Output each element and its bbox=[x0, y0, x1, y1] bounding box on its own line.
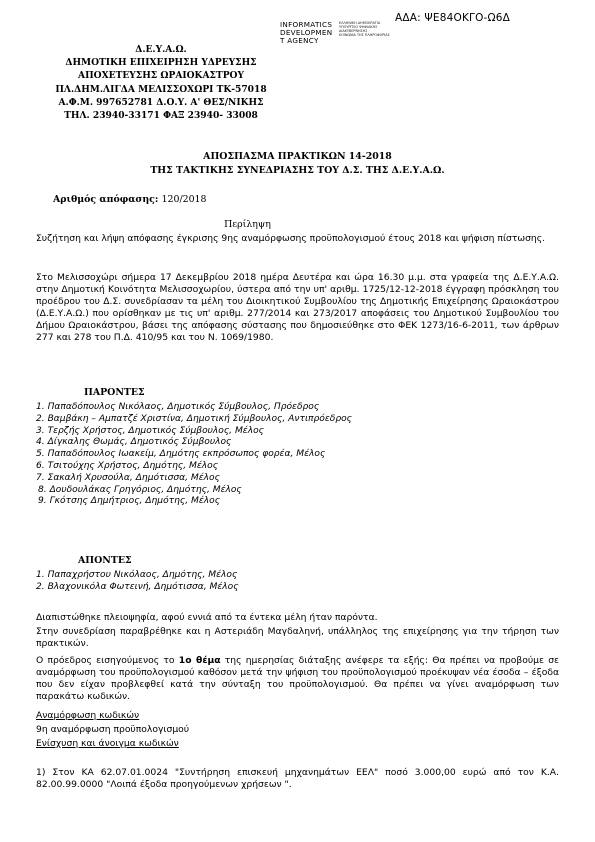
list-item: 2. Βαμβάκη – Αμπατζέ Χριστίνα, Δημοτική Σύμβουλος, Αντιπρόεδρος bbox=[36, 413, 352, 424]
topic-body: της ημερησίας διάταξης ανέφερε τα εξής: Θα πρέπει να προβούμε σε αναμόρφωση του προϋπολογισμού καθόσον μετά την ψήφιση του προϋπολογισμού προέκυψαν νέα έσοδα – έξοδα που δεν είχαν προβλεφθεί κατά την σύνταξη του προϋπολογισμού. Θα πρέπει να γίνει αναμόρφωση των παρακάτω κωδικών. bbox=[36, 655, 559, 702]
decision-value: 120/2018 bbox=[161, 194, 207, 205]
list-item: 2. Βλαχονικόλα Φωτεινή, Δημότισσα, Μέλος bbox=[36, 581, 239, 592]
org-line: ΑΠΟΧΕΤΕΥΣΗΣ ΩΡΑΙΟΚΑΣΤΡΟΥ bbox=[78, 70, 244, 82]
list-item: 4. Δίγκαλης Θωμάς, Δημοτικός Σύμβουλος bbox=[36, 437, 232, 448]
org-line: Α.Φ.Μ. 997652781 Δ.Ο.Υ. Α' ΘΕΣ/ΝΙΚΗΣ bbox=[58, 96, 264, 108]
absent-heading: ΑΠΟΝΤΕΣ bbox=[78, 555, 132, 566]
intro-paragraph: Στο Μελισσοχώρι σήμερα 17 Δεκεμβρίου 2018 ημέρα Δευτέρα και ώρα 16.30 μ.μ. στα γραφεία της Δ.Ε.Υ.Α.Ω. στην Δημοτική Κοινότητα Μελισσοχωρίου, ύστερα από την υπ' αριθμ. 1725/12-12-2018 έγγραφη πρόσκληση του προέδρου του Δ.Σ. συνεδρίασαν τα μέλη του Διοικητικού Συμβουλίου της Δημοτικής Επιχείρησης Ωραιοκάστρου (Δ.Ε.Υ.Α.Ω.) που ορίσθηκαν με τις υπ' αριθμ. 277/2014 και 273/2017 αποφάσεις του Δημοτικού Συμβουλίου του Δήμου Ωραιοκάστρου, βάσει της απόφασης σύστασης που δημοσιεύθηκε στο ΦΕΚ 1273/16-6-2011, των άρθρων 277 και 278 του Π.Δ. 410/95 και του Ν. 1069/1980. bbox=[36, 272, 559, 343]
summary-text: Συζήτηση και λήψη απόφασης έγκρισης 9ης αναμόρφωσης προϋπολογισμού έτους 2018 και ψήφιση πίστωσης. bbox=[36, 233, 546, 244]
logo-line: T AGENCY bbox=[280, 36, 319, 45]
list-item: 7. Σακαλή Χρυσούλα, Δημότισσα, Μέλος bbox=[36, 472, 220, 483]
logo-small-line: ΥΠΟΥΡΓΕΙΟ ΨΗΦΙΑΚΗΣ bbox=[339, 25, 378, 30]
subheading-reform-codes: Αναμόρφωση κωδικών bbox=[36, 710, 140, 721]
organization-header bbox=[36, 43, 286, 122]
list-item: 1. Παπαχρήστου Νικόλαος, Δημότης, Μέλος bbox=[36, 570, 238, 580]
subheading-reinforcement: Ενίσχυση και άνοιγμα κωδικών bbox=[36, 738, 179, 749]
list-item: 3. Τερζής Χρήστος, Δημοτικός Σύμβουλος, Μέλος bbox=[36, 425, 265, 436]
logo-line: INFORMATICS bbox=[280, 20, 333, 29]
title-line-1: ΑΠΟΣΠΑΣΜΑ ΠΡΑΚΤΙΚΩΝ 14-2018 bbox=[203, 151, 392, 162]
decision-label: Αριθμός απόφασης: bbox=[53, 194, 159, 205]
logo-line: DEVELOPMEN bbox=[280, 28, 333, 37]
item-1-text: 1) Στον ΚΑ 62.07.01.0024 "Συντήρηση επισκευή μηχανημάτων ΕΕΛ" ποσό 3.000,00 ευρώ από τον Κ.Α. 82.00.99.0000 "Λοιπά έξοδα προηγούμενων χρήσεων ". bbox=[36, 767, 559, 790]
logo-small-line: ΚΟΙΝΩΝΙΑ ΤΗΣ ΠΛΗΡΟΦΟΡΙΑΣ bbox=[339, 33, 390, 38]
summary-heading: Περίληψη bbox=[224, 219, 271, 230]
ada-code: ΑΔΑ: ΨΕ84ΟΚΓΟ-Ω6Δ bbox=[395, 12, 511, 24]
present-list bbox=[36, 402, 352, 508]
org-line: Δ.Ε.Υ.Α.Ω. bbox=[135, 44, 187, 55]
org-line: ΔΗΜΟΤΙΚΗ ΕΠΙΧΕΙΡΗΣΗ ΥΔΡΕΥΣΗΣ bbox=[65, 57, 257, 69]
present-heading: ΠΑΡΟΝΤΕΣ bbox=[84, 387, 145, 398]
logo-small-line: ΕΛΛΗΝΙΚΗ ΔΗΜΟΚΡΑΤΙΑ bbox=[339, 21, 381, 25]
decision-number bbox=[53, 194, 207, 205]
org-line: ΤΗΛ. 23940-33171 ΦΑΞ 23940- 33008 bbox=[64, 110, 258, 122]
title-line-2: ΤΗΣ ΤΑΚΤΙΚΗΣ ΣΥΝΕΔΡΙΑΣΗΣ ΤΟΥ Δ.Σ. ΤΗΣ Δ.Ε.Υ.Α.Ω. bbox=[150, 165, 445, 176]
topic-intro: Ο πρόεδρος εισηγούμενος το bbox=[36, 655, 175, 666]
list-item: 8. Δουδουλάκας Γρηγόριος, Δημότης, Μέλος bbox=[38, 484, 242, 495]
subheading-9th-reform: 9η αναμόρφωση προϋπολογισμού bbox=[36, 724, 190, 735]
list-item: 9. Γκότσης Δημήτριος, Δημότης, Μέλος bbox=[38, 496, 221, 507]
topic-paragraph bbox=[36, 655, 559, 703]
list-item: 1. Παπαδόπουλος Νικόλαος, Δημοτικός Σύμβουλος, Πρόεδρος bbox=[36, 402, 320, 412]
org-line: ΠΛ.ΔΗΜ.ΛΙΓΔΑ ΜΕΛΙΣΣΟΧΩΡΙ ΤΚ-57018 bbox=[55, 83, 267, 95]
quorum-text: Διαπιστώθηκε πλειοψηφία, αφού εννιά από τα έντεκα μέλη ήταν παρόντα. bbox=[36, 612, 378, 623]
list-item: 6. Τσιτούχης Χρήστος, Δημότης, Μέλος bbox=[36, 460, 219, 471]
logo-small-line: ΔΙΑΚΥΒΕΡΝΗΣΗΣ bbox=[339, 29, 368, 34]
topic-number: 1ο θέμα bbox=[178, 655, 221, 666]
list-item: 5. Παπαδόπουλος Ιωακείμ, Δημότης εκπρόσωπος φορέα, Μέλος bbox=[36, 449, 326, 460]
absent-list bbox=[36, 570, 239, 594]
secretary-text: Στην συνεδρίαση παραβρέθηκε και η Αστεριάδη Μαγδαληνή, υπάλληλος της επιχείρησης για την τήρηση των πρακτικών. bbox=[36, 626, 559, 649]
document-title bbox=[0, 150, 595, 178]
logo-small-text bbox=[339, 21, 390, 37]
informatics-logo bbox=[280, 21, 332, 45]
